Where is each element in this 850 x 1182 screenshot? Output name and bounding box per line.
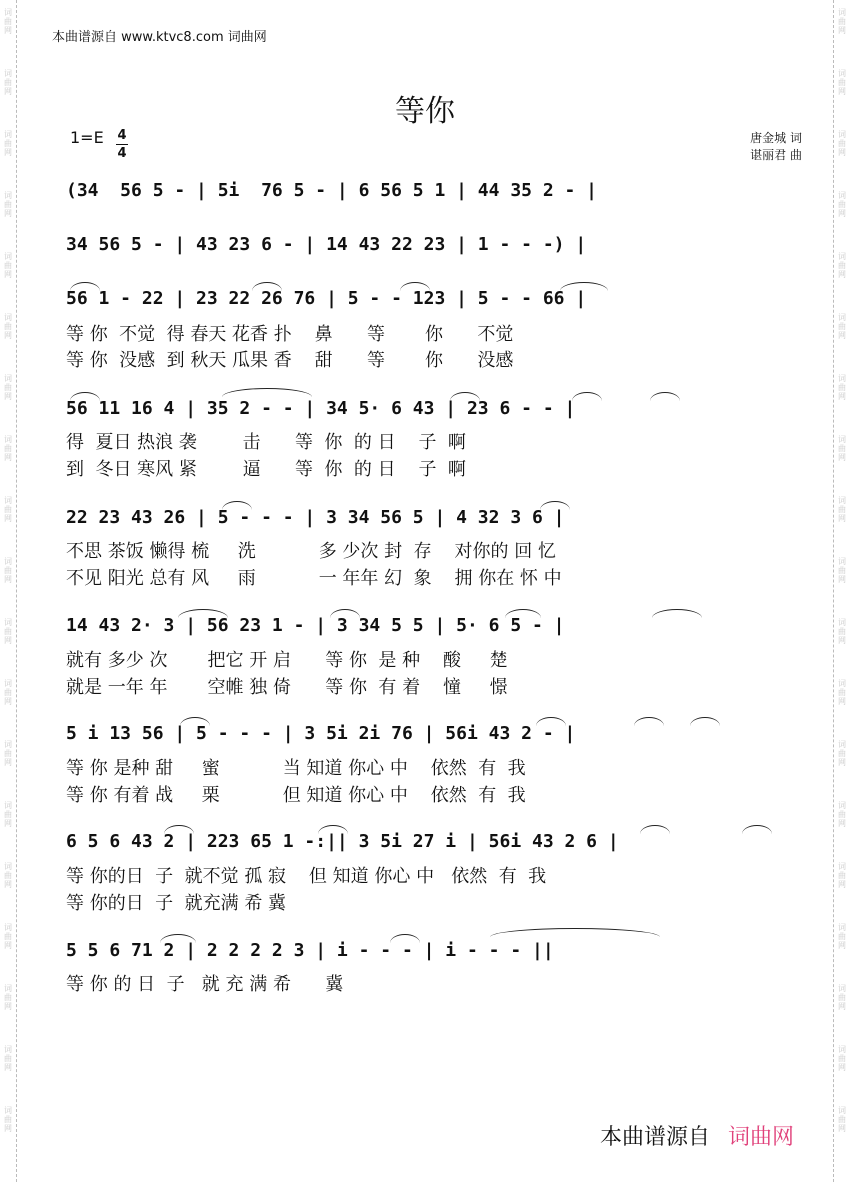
slur-mark (330, 609, 360, 618)
watermark-glyphs: 词 曲 网 (838, 1045, 846, 1072)
lyric-line: 等 你的日 子 就不觉 孤 寂 但 知道 你心 中 依然 有 我 (66, 866, 547, 887)
watermark-glyphs: 词 曲 网 (4, 557, 12, 584)
composer: 谌丽君 曲 (750, 148, 802, 162)
slur-mark (222, 388, 312, 397)
slur-mark (634, 717, 664, 726)
watermark-glyphs: 词 曲 网 (4, 69, 12, 96)
notation-row: 5 i 13 56 | 5 - - - | 3 5i 2i 76 | 56i 43 2 - | (66, 723, 576, 744)
lyric-line: 就有 多少 次 把它 开 启 等 你 是 种 酸 楚 (66, 650, 508, 671)
notation-row: 14 43 2· 3 | 56 23 1 - | 3 34 5 5 | 5· 6 5 - | (66, 615, 565, 636)
slur-mark (164, 825, 194, 834)
watermark-glyphs: 词 曲 网 (4, 313, 12, 340)
watermark-glyphs: 词 曲 网 (838, 1106, 846, 1133)
slur-mark (536, 717, 566, 726)
slur-mark (222, 501, 252, 510)
watermark-glyphs: 词 曲 网 (4, 862, 12, 889)
slur-mark (450, 392, 480, 401)
slur-mark (540, 501, 570, 510)
notation-row: (34 56 5 - | 5i 76 5 - | 6 56 5 1 | 44 35 2 - | (66, 180, 598, 201)
watermark-glyphs: 词 曲 网 (4, 923, 12, 950)
watermark-glyphs: 词 曲 网 (838, 557, 846, 584)
watermark-glyphs: 词 曲 网 (4, 740, 12, 767)
watermark-glyphs: 词 曲 网 (838, 801, 846, 828)
slur-mark (650, 392, 680, 401)
watermark-glyphs: 词 曲 网 (4, 435, 12, 462)
slur-mark (160, 934, 196, 943)
lyric-line: 等 你 的 日 子 就 充 满 希 冀 (66, 974, 344, 995)
lyric-line: 不思 茶饭 懒得 梳 洗 多 少次 封 存 对你的 回 忆 (66, 541, 556, 562)
slur-mark (690, 717, 720, 726)
watermark-glyphs: 词 曲 网 (4, 8, 12, 35)
notation-row: 5 5 6 71 2 | 2 2 2 2 3 | i - - - | i - - - || (66, 940, 554, 961)
watermark-glyphs: 词 曲 网 (838, 374, 846, 401)
footer (600, 1120, 794, 1151)
slur-mark (178, 609, 228, 618)
slur-mark (400, 282, 430, 291)
lyric-line: 到 冬日 寒风 紧 逼 等 你 的 日 子 啊 (66, 459, 466, 480)
footer-text: 本曲谱源自 (599, 1125, 710, 1150)
slur-mark (70, 282, 100, 291)
time-top: 4 (117, 128, 127, 143)
credits (750, 130, 802, 164)
watermark-glyphs: 词 曲 网 (838, 69, 846, 96)
watermark-glyphs: 词 曲 网 (838, 740, 846, 767)
watermark-glyphs: 词 曲 网 (838, 130, 846, 157)
watermark-glyphs: 词 曲 网 (838, 923, 846, 950)
watermark-glyphs: 词 曲 网 (4, 130, 12, 157)
notation-row: 22 23 43 26 | 5 - - - | 3 34 56 5 | 4 32 3 6 | (66, 507, 565, 528)
watermark-glyphs: 词 曲 网 (4, 496, 12, 523)
slur-mark (742, 825, 772, 834)
lyric-line: 等 你 不觉 得 春天 花香 扑 鼻 等 你 不觉 (66, 324, 514, 345)
lyric-line: 不见 阳光 总有 风 雨 一 年年 幻 象 拥 你在 怀 中 (66, 568, 562, 589)
slur-mark (652, 609, 702, 618)
slur-mark (505, 609, 541, 618)
notation-row: 56 11 16 4 | 35 2 - - | 34 5· 6 43 | 23 6 - - | (66, 398, 576, 419)
slur-mark (490, 928, 660, 937)
watermark-glyphs: 词 曲 网 (4, 191, 12, 218)
key-signature: 1=E (70, 128, 104, 147)
notation-row: 34 56 5 - | 43 23 6 - | 14 43 22 23 | 1 - - -) | (66, 234, 587, 255)
song-title: 等你 (395, 94, 455, 129)
watermark-glyphs: 词 曲 网 (838, 191, 846, 218)
watermark-glyphs: 词 曲 网 (4, 1106, 12, 1133)
watermark-glyphs: 词 曲 网 (838, 496, 846, 523)
watermark-glyphs: 词 曲 网 (4, 618, 12, 645)
slur-mark (572, 392, 602, 401)
watermark-glyphs: 词 曲 网 (838, 435, 846, 462)
slur-mark (252, 282, 282, 291)
watermark-glyphs: 词 曲 网 (838, 618, 846, 645)
watermark-glyphs: 词 曲 网 (838, 252, 846, 279)
footer-brand: 词曲网 (727, 1125, 794, 1150)
slur-mark (560, 282, 608, 291)
slur-mark (70, 392, 100, 401)
slur-mark (318, 825, 348, 834)
watermark-glyphs: 词 曲 网 (4, 679, 12, 706)
watermark-glyphs: 词 曲 网 (838, 862, 846, 889)
watermark-glyphs: 词 曲 网 (4, 252, 12, 279)
slur-mark (390, 934, 420, 943)
lyric-line: 等 你 是种 甜 蜜 当 知道 你心 中 依然 有 我 (66, 758, 526, 779)
lyric-line: 等 你的日 子 就充满 希 冀 (66, 893, 287, 914)
notation-row: 6 5 6 43 2 | 223 65 1 -:|| 3 5i 27 i | 56i 43 2 6 | (66, 831, 619, 852)
watermark-glyphs: 词 曲 网 (4, 374, 12, 401)
left-watermark-strip (0, 0, 17, 1182)
lyric-line: 等 你 有着 战 栗 但 知道 你心 中 依然 有 我 (66, 785, 526, 806)
watermark-glyphs: 词 曲 网 (4, 984, 12, 1011)
lyric-line: 就是 一年 年 空帷 独 倚 等 你 有 着 憧 憬 (66, 677, 508, 698)
notation-row: 56 1 - 22 | 23 22 26 76 | 5 - - 123 | 5 - - 66 | (66, 288, 587, 309)
time-bottom: 4 (117, 146, 127, 161)
slur-mark (640, 825, 670, 834)
watermark-glyphs: 词 曲 网 (4, 1045, 12, 1072)
watermark-glyphs: 词 曲 网 (838, 984, 846, 1011)
lyric-line: 得 夏日 热浪 袭 击 等 你 的 日 子 啊 (66, 432, 466, 453)
watermark-glyphs: 词 曲 网 (4, 801, 12, 828)
lyric-line: 等 你 没感 到 秋天 瓜果 香 甜 等 你 没感 (66, 350, 514, 371)
time-divider (116, 144, 128, 145)
watermark-glyphs: 词 曲 网 (838, 313, 846, 340)
time-signature (116, 128, 128, 161)
right-watermark-strip (833, 0, 850, 1182)
slur-mark (180, 717, 210, 726)
watermark-glyphs: 词 曲 网 (838, 8, 846, 35)
source-header: 本曲谱源自 www.ktvc8.com 词曲网 (52, 30, 267, 45)
lyricist: 唐金城 词 (750, 131, 802, 145)
watermark-glyphs: 词 曲 网 (838, 679, 846, 706)
